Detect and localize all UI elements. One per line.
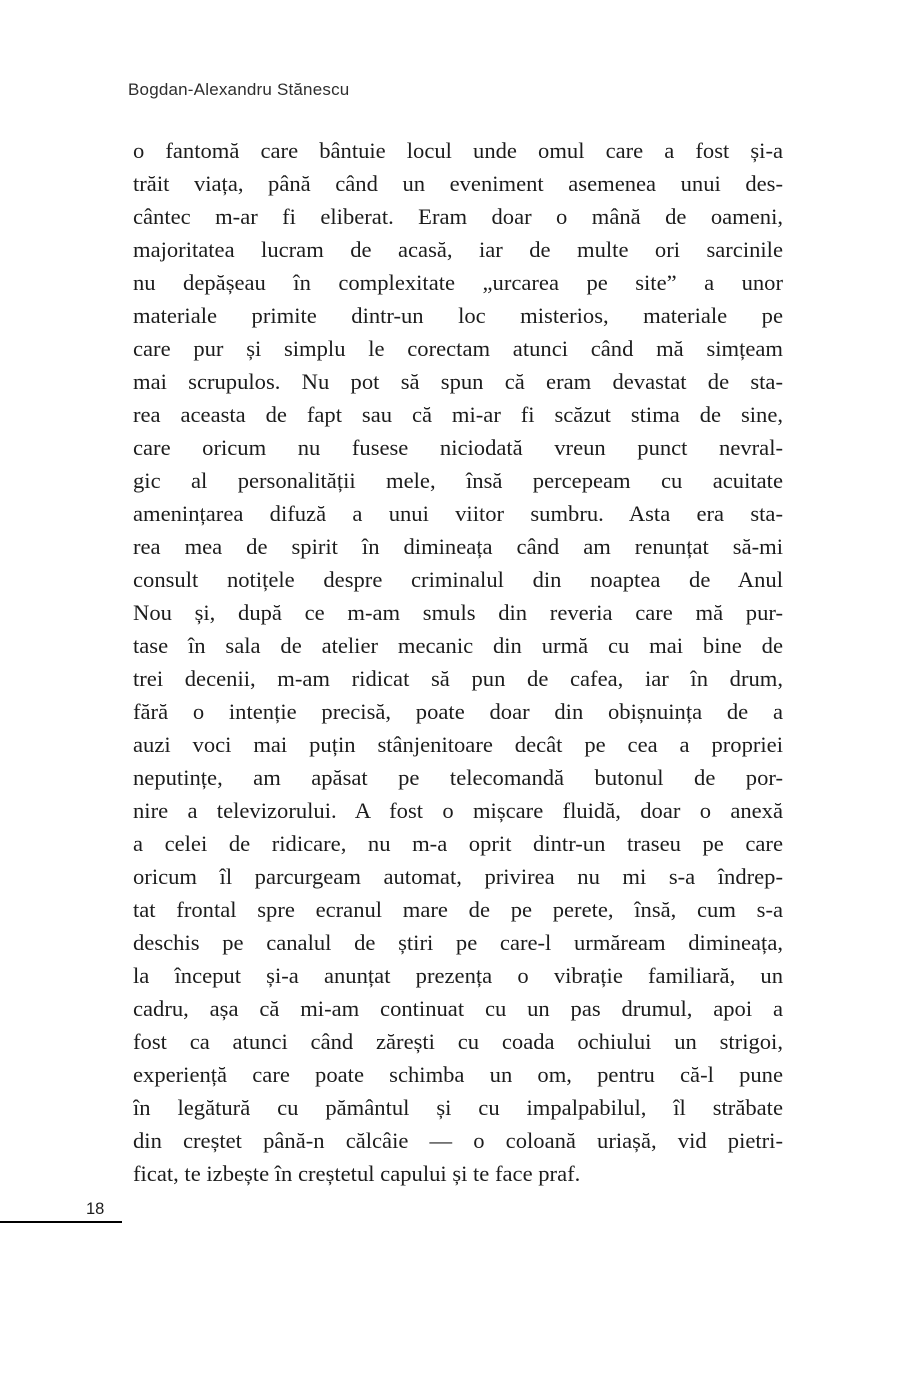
- text-line: cadru, așa că mi-am continuat cu un pas drumul, apoi a: [133, 996, 783, 1021]
- text-line: consult notițele despre criminalul din noaptea de Anul: [133, 567, 783, 592]
- body-text: [133, 134, 783, 1190]
- text-line: rea mea de spirit în dimineața când am renunțat să-mi: [133, 534, 783, 559]
- text-line: la început și-a anunțat prezența o vibrație familiară, un: [133, 963, 783, 988]
- text-line: cântec m-ar fi eliberat. Eram doar o mână de oameni,: [133, 204, 783, 229]
- text-line: tat frontal spre ecranul mare de pe perete, însă, cum s-a: [133, 897, 783, 922]
- page-number: 18: [86, 1200, 105, 1218]
- text-line: care pur și simplu le corectam atunci când mă simțeam: [133, 336, 783, 361]
- text-line: fost ca atunci când zărești cu coada ochiului un strigoi,: [133, 1029, 783, 1054]
- text-line: auzi voci mai puțin stânjenitoare decât pe cea a propriei: [133, 732, 783, 757]
- text-line: amenințarea difuză a unui viitor sumbru. Asta era sta-: [133, 501, 783, 526]
- text-line: nu depășeau în complexitate „urcarea pe site” a unor: [133, 270, 783, 295]
- text-line: trei decenii, m-am ridicat să pun de cafea, iar în drum,: [133, 666, 783, 691]
- text-line: a celei de ridicare, nu m-a oprit dintr-un traseu pe care: [133, 831, 783, 856]
- text-line: experiență care poate schimba un om, pentru că-l pune: [133, 1062, 783, 1087]
- text-line: în legătură cu pământul și cu impalpabilul, îl străbate: [133, 1095, 783, 1120]
- text-line: majoritatea lucram de acasă, iar de multe ori sarcinile: [133, 237, 783, 262]
- text-line: fără o intenție precisă, poate doar din obișnuința de a: [133, 699, 783, 724]
- text-line: o fantomă care bântuie locul unde omul care a fost și-a: [133, 138, 783, 163]
- text-line: oricum îl parcurgeam automat, privirea nu mi s-a îndrep-: [133, 864, 783, 889]
- text-line: din creștet până-n călcâie — o coloană uriașă, vid pietri-: [133, 1128, 783, 1153]
- text-line: tase în sala de atelier mecanic din urmă cu mai bine de: [133, 633, 783, 658]
- text-line: mai scrupulos. Nu pot să spun că eram devastat de sta-: [133, 369, 783, 394]
- text-line: care oricum nu fusese niciodată vreun punct nevral-: [133, 435, 783, 460]
- text-line: gic al personalității mele, însă percepeam cu acuitate: [133, 468, 783, 493]
- text-line: materiale primite dintr-un loc misterios, materiale pe: [133, 303, 783, 328]
- text-line: nire a televizorului. A fost o mișcare fluidă, doar o anexă: [133, 798, 783, 823]
- text-line: trăit viața, până când un eveniment asemenea unui des-: [133, 171, 783, 196]
- text-line: neputințe, am apăsat pe telecomandă butonul de por-: [133, 765, 783, 790]
- footer-rule: [0, 1221, 122, 1223]
- running-header-author: Bogdan-Alexandru Stănescu: [128, 80, 350, 99]
- text-line: ficat, te izbește în creștetul capului și te face praf.: [133, 1161, 581, 1186]
- text-line: rea aceasta de fapt sau că mi-ar fi scăzut stima de sine,: [133, 402, 783, 427]
- text-line: Nou și, după ce m-am smuls din reveria care mă pur-: [133, 600, 783, 625]
- text-line: deschis pe canalul de știri pe care-l urmăream dimineața,: [133, 930, 783, 955]
